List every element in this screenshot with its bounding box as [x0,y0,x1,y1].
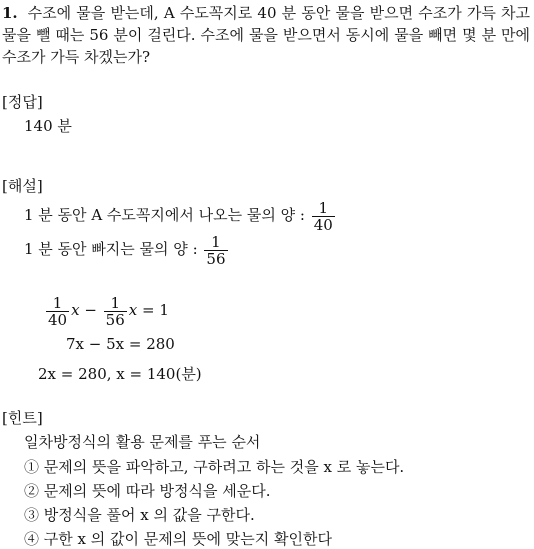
answer-value: 140 분 [24,117,72,135]
hint-step-3: ③ 방정식을 풀어 x 의 값을 구한다. [24,506,255,524]
hint-step-1: ① 문제의 뜻을 파악하고, 구하려고 하는 것을 x 로 놓는다. [24,458,405,476]
eq1-fraction-1 [46,295,69,328]
fraction-numerator: 1 [46,295,69,312]
fraction-1-over-56 [204,234,227,267]
eq1-variable-1: x [71,301,80,319]
fraction-denominator: 40 [313,215,333,234]
fraction-denominator: 56 [105,310,125,329]
question-block [2,2,530,68]
eq1-fraction-2 [104,295,127,328]
fraction-denominator: 56 [206,249,226,268]
equation-3: 2x = 280, x = 140(분) [38,365,202,383]
question-number: 1. [2,4,18,22]
fraction-numerator: 1 [204,234,227,251]
hint-step-2: ② 문제의 뜻에 따라 방정식을 세운다. [24,482,271,500]
explanation-line-2-text: 1 분 동안 빠지는 물의 양 : [24,240,198,258]
explanation-tag: [해설] [2,177,43,195]
hint-title: 일차방정식의 활용 문제를 푸는 순서 [24,433,261,451]
question-text: 수조에 물을 받는데, A 수도꼭지로 40 분 동안 물을 받으면 수조가 가득 차고 물을 뺄 때는 56 분이 걸린다. 수조에 물을 받으면서 동시에 물을 빼면 몇 분 만에 수조가 가득 차겠는가? [2,4,530,66]
eq1-variable-2: x [128,301,138,319]
answer-tag: [정답] [2,93,43,111]
fraction-denominator: 40 [48,310,68,329]
explanation-line-2 [24,224,230,274]
fraction-1-over-40 [312,200,335,233]
equation-1 [44,290,169,330]
hint-tag: [힌트] [2,409,43,427]
equation-2: 7x − 5x = 280 [66,335,175,353]
fraction-numerator: 1 [312,200,335,217]
eq1-minus: − [79,301,102,319]
hint-step-4: ④ 구한 x 의 값이 문제의 뜻에 맞는지 확인한다 [24,530,332,548]
eq1-rhs: = 1 [137,301,169,319]
explanation-line-1-text: 1 분 동안 A 수도꼭지에서 나오는 물의 양 : [24,206,305,224]
fraction-numerator: 1 [104,295,127,312]
